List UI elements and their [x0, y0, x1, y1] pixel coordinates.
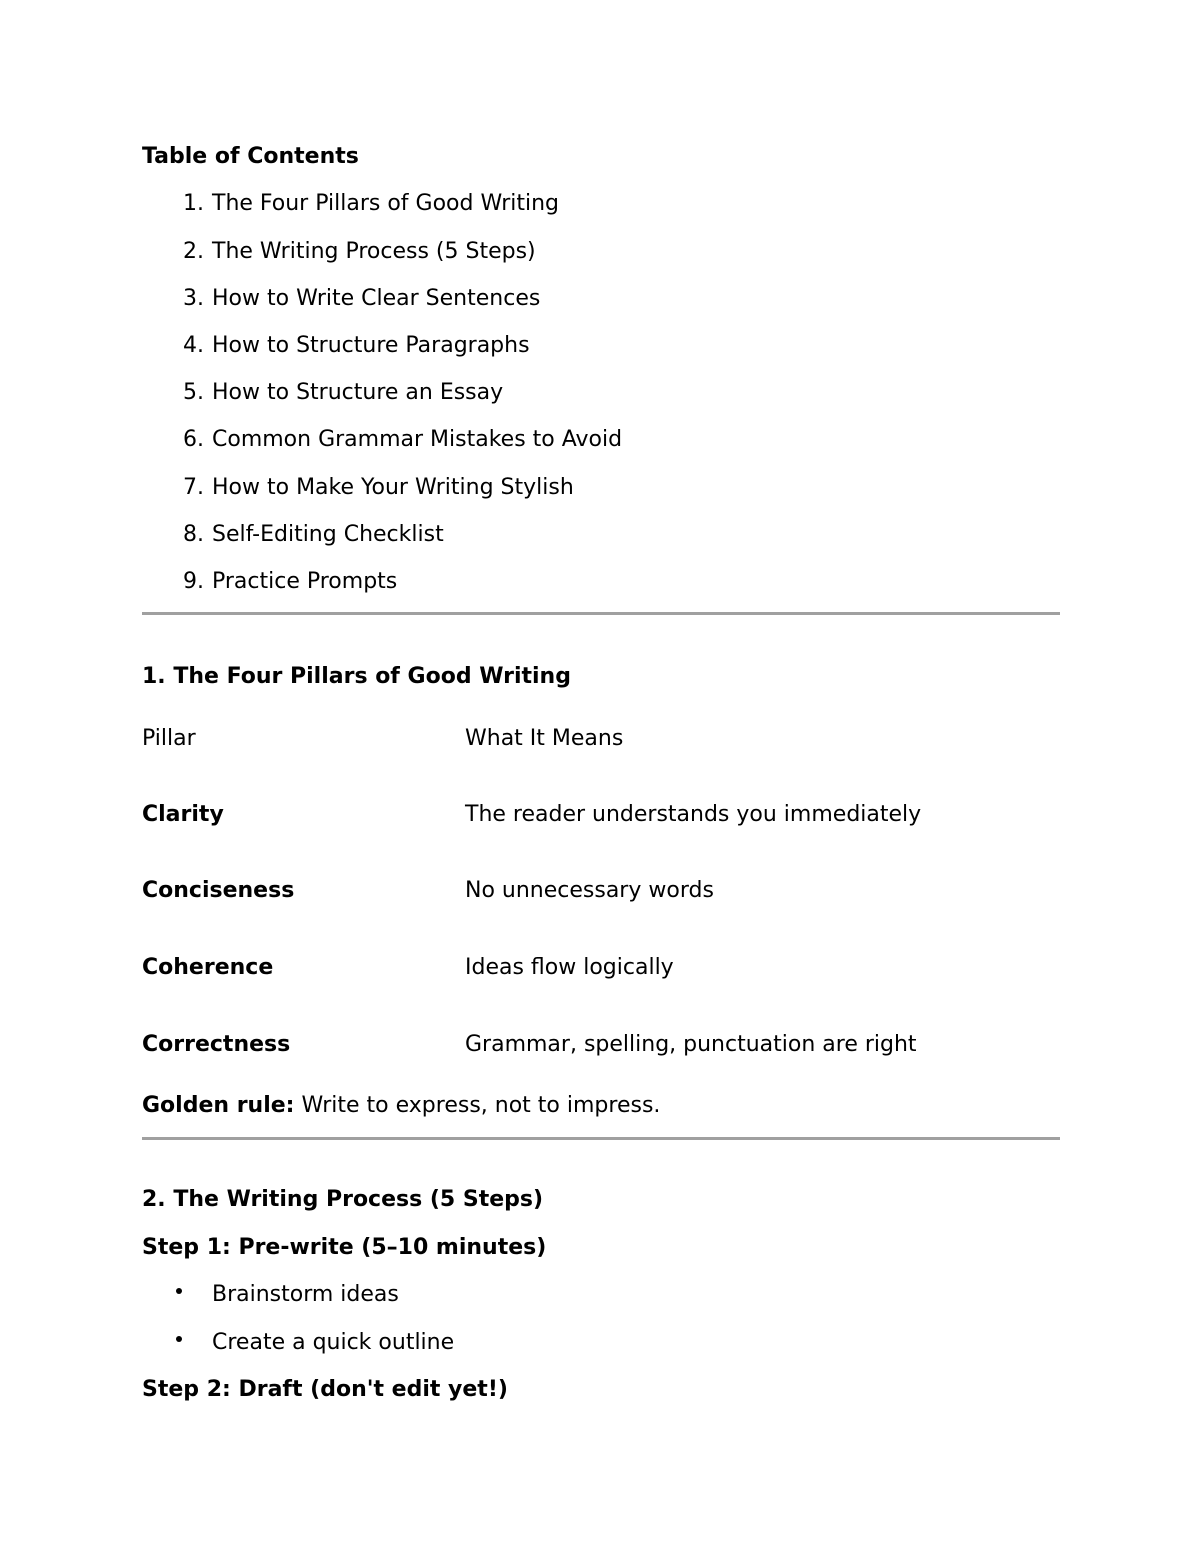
toc-item[interactable] [142, 241, 1060, 265]
list-item [142, 1284, 1060, 1308]
toc-item[interactable] [142, 477, 1060, 501]
toc-item[interactable] [142, 571, 1060, 595]
toc-item[interactable] [142, 193, 1060, 217]
toc-item[interactable] [142, 382, 1060, 406]
table-cell-pillar: Coherence [142, 955, 274, 980]
step-heading: Step 2: Draft (don't edit yet!) [142, 1377, 508, 1402]
toc-title: Table of Contents [142, 144, 359, 169]
table-cell-meaning: The reader understands you immediately [465, 802, 922, 827]
toc-item-label: How to Structure an Essay [212, 380, 504, 405]
table-cell-meaning: Grammar, spelling, punctuation are right [465, 1032, 917, 1057]
toc-item[interactable] [142, 524, 1060, 548]
toc-item-number: 7. [183, 475, 204, 500]
toc-item-number: 3. [183, 286, 204, 311]
table-cell-meaning: Ideas flow logically [465, 955, 674, 980]
toc-item-number: 2. [183, 239, 204, 264]
list-item-text: Brainstorm ideas [212, 1282, 399, 1307]
table-cell-pillar: Correctness [142, 1032, 291, 1057]
golden-rule-text: Write to express, not to impress. [294, 1093, 661, 1118]
horizontal-divider [142, 612, 1060, 615]
toc-item-label: How to Structure Paragraphs [212, 333, 530, 358]
golden-rule-label: Golden rule: [142, 1093, 295, 1118]
toc-item-label: How to Write Clear Sentences [212, 286, 541, 311]
horizontal-divider [142, 1137, 1060, 1140]
toc-item-number: 1. [183, 191, 204, 216]
table-cell-pillar: Conciseness [142, 878, 295, 903]
table-header-pillar: Pillar [142, 726, 196, 751]
section-heading: 1. The Four Pillars of Good Writing [142, 664, 571, 689]
toc-item-label: Practice Prompts [212, 569, 398, 594]
list-item [142, 1332, 1060, 1356]
toc-item[interactable] [142, 335, 1060, 359]
table-cell-pillar: Clarity [142, 802, 224, 827]
toc-item-label: Self-Editing Checklist [212, 522, 444, 547]
toc-item[interactable] [142, 429, 1060, 453]
toc-item-label: Common Grammar Mistakes to Avoid [212, 427, 623, 452]
golden-rule [142, 1095, 660, 1117]
list-item-text: Create a quick outline [212, 1330, 455, 1355]
bullet-icon [174, 1332, 184, 1342]
toc-item-label: How to Make Your Writing Stylish [212, 475, 574, 500]
table-header-meaning: What It Means [465, 726, 624, 751]
table-cell-meaning: No unnecessary words [465, 878, 714, 903]
toc-item[interactable] [142, 288, 1060, 312]
bullet-icon [174, 1284, 184, 1294]
section-heading: 2. The Writing Process (5 Steps) [142, 1187, 544, 1212]
step-heading: Step 1: Pre-write (5–10 minutes) [142, 1235, 547, 1260]
toc-item-number: 9. [183, 569, 204, 594]
toc-item-number: 5. [183, 380, 204, 405]
toc-item-label: The Writing Process (5 Steps) [212, 239, 536, 264]
toc-item-label: The Four Pillars of Good Writing [212, 191, 560, 216]
toc-item-number: 4. [183, 333, 204, 358]
toc-item-number: 8. [183, 522, 204, 547]
toc-item-number: 6. [183, 427, 204, 452]
